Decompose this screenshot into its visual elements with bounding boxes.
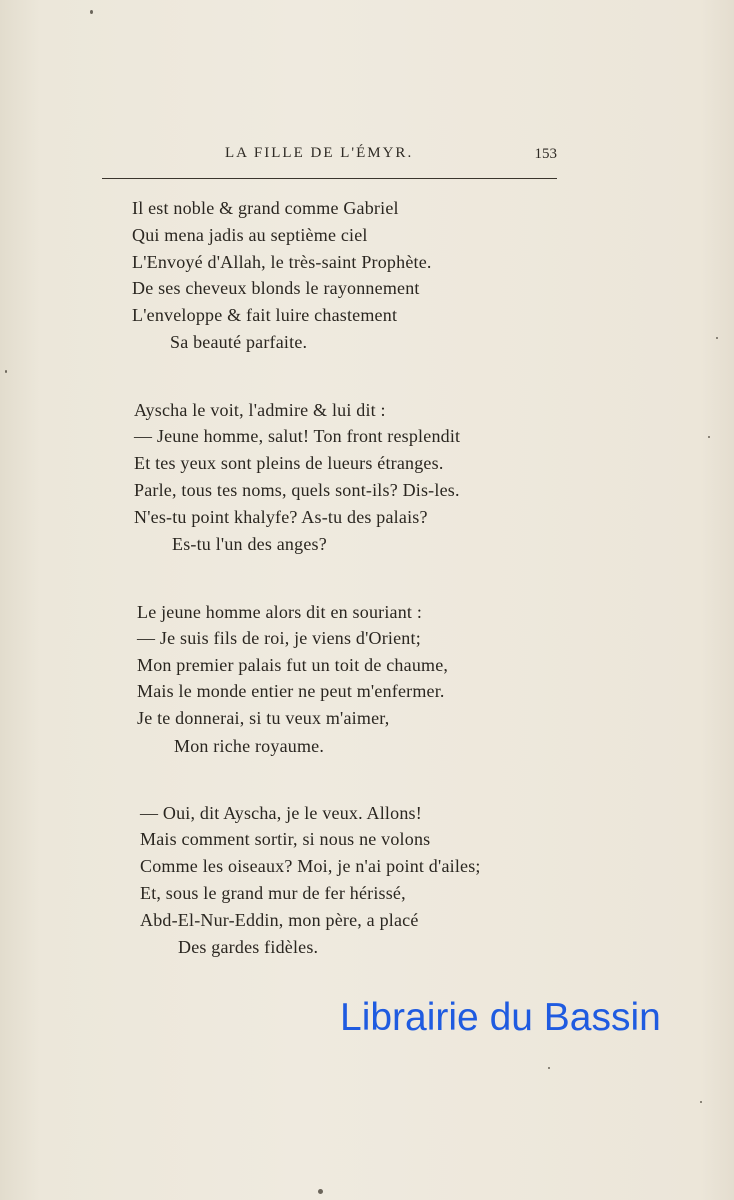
verse-line: N'es-tu point khalyfe? As-tu des palais? (134, 507, 428, 527)
verse-line: Le jeune homme alors dit en souriant : (137, 602, 423, 622)
verse-line: — Oui, dit Ayscha, je le veux. Allons! (140, 803, 422, 823)
paper-speck (716, 337, 718, 339)
verse-line: Ayscha le voit, l'admire & lui dit : (134, 400, 386, 420)
verse-line: Qui mena jadis au septième ciel (132, 225, 368, 245)
verse-line: Il est noble & grand comme Gabriel (132, 198, 399, 218)
paper-speck (5, 370, 7, 373)
verse-line: Mais le monde entier ne peut m'enfermer. (137, 681, 445, 701)
verse-line: L'enveloppe & fait luire chastement (132, 305, 398, 325)
chapter-title: LA FILLE DE L'ÉMYR. (225, 145, 414, 161)
verse-line: Sa beauté parfaite. (170, 332, 308, 352)
verse-line: Mon premier palais fut un toit de chaume, (137, 655, 449, 675)
paper-speck (548, 1067, 550, 1069)
verse-line: Et, sous le grand mur de fer hérissé, (140, 883, 406, 903)
paper-speck (90, 10, 93, 14)
page-number: 153 (534, 146, 557, 162)
verse-line: — Je suis fils de roi, je viens d'Orient; (137, 628, 421, 648)
verse-line: De ses cheveux blonds le rayonnement (132, 278, 420, 298)
verse-line: — Jeune homme, salut! Ton front resplendit (134, 426, 461, 446)
running-header (105, 145, 557, 175)
verse-line: L'Envoyé d'Allah, le très-saint Prophète. (132, 252, 432, 272)
verse-line: Et tes yeux sont pleins de lueurs étranges. (134, 453, 444, 473)
paper-speck (708, 436, 710, 438)
verse-line: Comme les oiseaux? Moi, je n'ai point d'ailes; (140, 856, 481, 876)
verse-line: Es-tu l'un des anges? (172, 534, 327, 554)
header-rule (102, 178, 557, 179)
paper-speck (700, 1101, 702, 1103)
verse-line: Parle, tous tes noms, quels sont-ils? Dis-les. (134, 480, 460, 500)
paper-speck (318, 1189, 323, 1194)
verse-line: Abd-El-Nur-Eddin, mon père, a placé (140, 910, 419, 930)
watermark-text: Librairie du Bassin (340, 996, 661, 1039)
verse-line: Mon riche royaume. (174, 736, 325, 756)
verse-line: Mais comment sortir, si nous ne volons (140, 829, 431, 849)
verse-line: Je te donnerai, si tu veux m'aimer, (137, 708, 390, 728)
verse-line: Des gardes fidèles. (178, 937, 319, 957)
